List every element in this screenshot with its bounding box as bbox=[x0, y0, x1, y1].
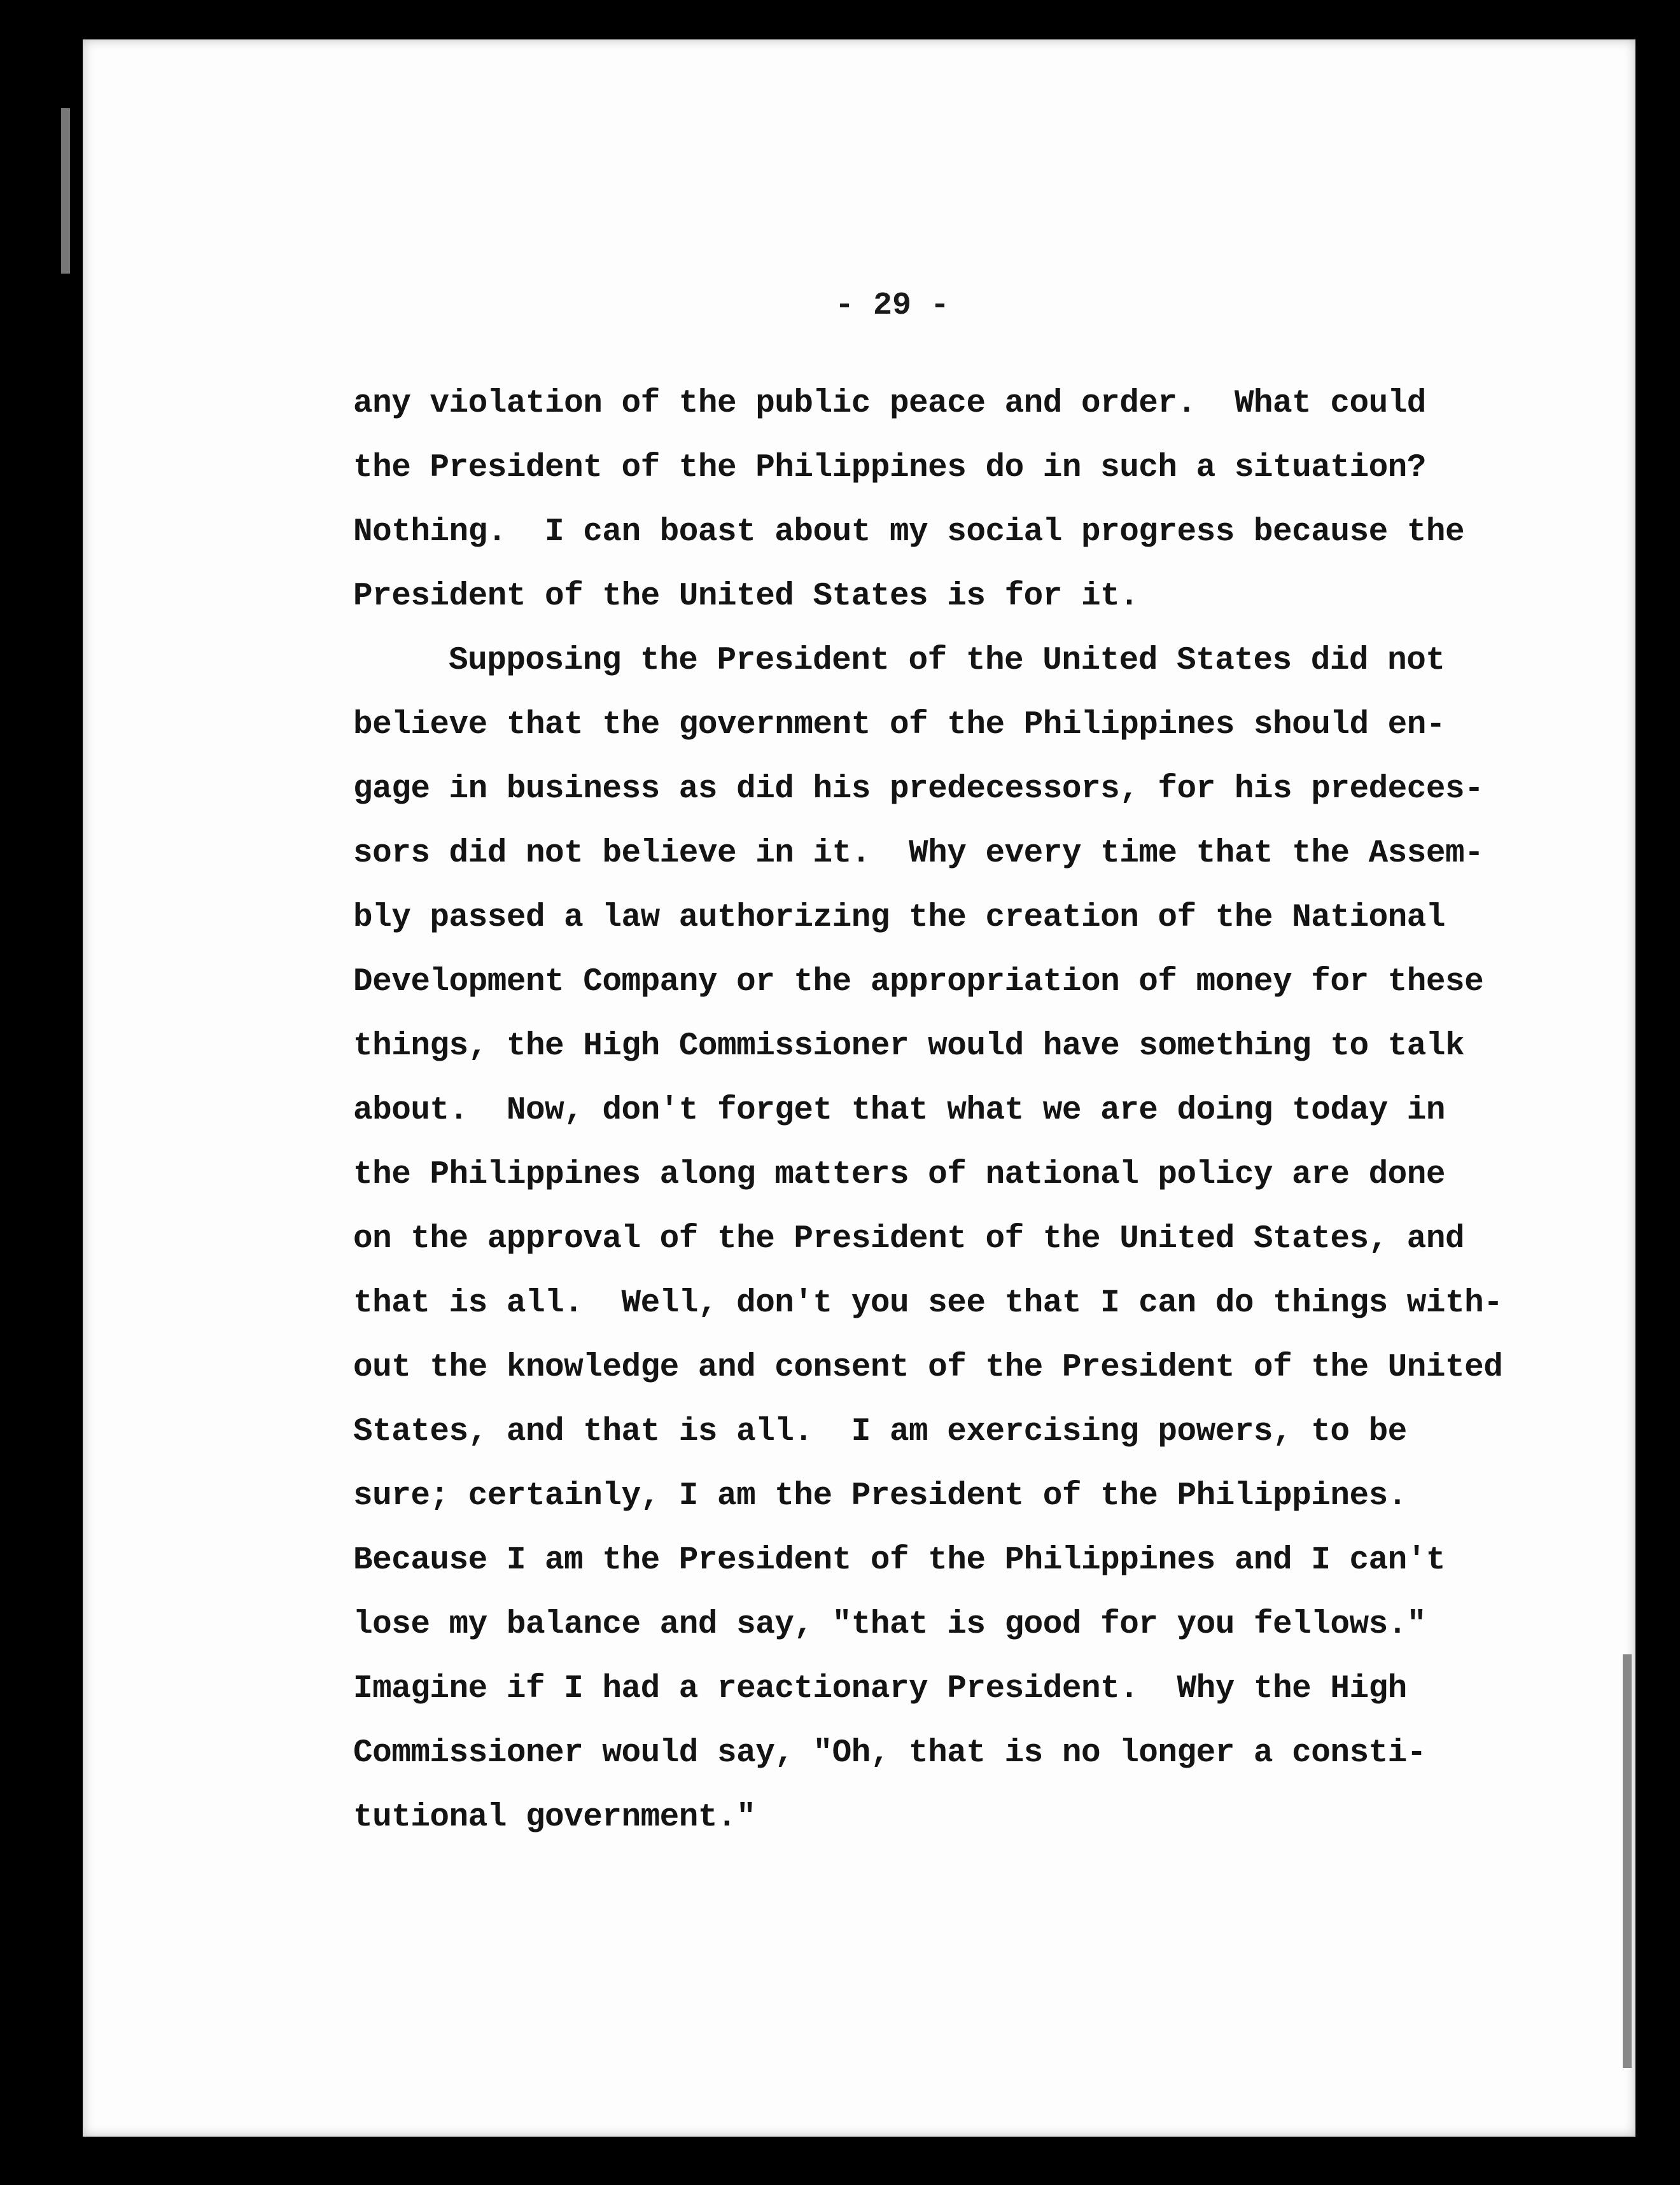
text-line: on the approval of the President of the United States, and bbox=[353, 1221, 1465, 1257]
paper-sheet bbox=[83, 39, 1635, 2137]
text-line: Because I am the President of the Philippines and I can't bbox=[353, 1542, 1445, 1579]
text-line: that is all. Well, don't you see that I can do things with- bbox=[353, 1285, 1503, 1322]
text-line: States, and that is all. I am exercising powers, to be bbox=[353, 1414, 1407, 1450]
text-line: believe that the government of the Philippines should en- bbox=[353, 707, 1445, 743]
text-line: President of the United States is for it. bbox=[353, 578, 1139, 615]
text-line: Supposing the President of the United States did not bbox=[449, 643, 1445, 679]
text-line: bly passed a law authorizing the creation of the National bbox=[353, 900, 1445, 936]
text-line: things, the High Commissioner would have something to talk bbox=[353, 1028, 1465, 1065]
text-line: sors did not believe in it. Why every time that the Assem- bbox=[353, 835, 1484, 872]
text-line: Development Company or the appropriation of money for these bbox=[353, 964, 1484, 1000]
page-edge-shadow bbox=[1623, 1654, 1632, 2068]
text-line: the President of the Philippines do in such a situation? bbox=[353, 450, 1426, 486]
text-line: out the knowledge and consent of the President of the United bbox=[353, 1350, 1503, 1386]
text-line: Imagine if I had a reactionary President. Why the High bbox=[353, 1671, 1407, 1707]
text-line: Nothing. I can boast about my social progress because the bbox=[353, 514, 1465, 550]
text-line: Commissioner would say, "Oh, that is no longer a consti- bbox=[353, 1735, 1426, 1771]
page-number: - 29 - bbox=[835, 288, 950, 324]
text-line: gage in business as did his predecessors, for his predeces- bbox=[353, 771, 1484, 807]
text-line: the Philippines along matters of national policy are done bbox=[353, 1157, 1445, 1193]
text-line: lose my balance and say, "that is good for you fellows." bbox=[353, 1607, 1426, 1643]
text-line: about. Now, don't forget that what we are doing today in bbox=[353, 1092, 1445, 1129]
page-edge-shadow bbox=[61, 108, 70, 274]
text-line: tutional government." bbox=[353, 1799, 756, 1836]
text-line: any violation of the public peace and order. What could bbox=[353, 386, 1426, 422]
text-line: sure; certainly, I am the President of the Philippines. bbox=[353, 1478, 1407, 1514]
